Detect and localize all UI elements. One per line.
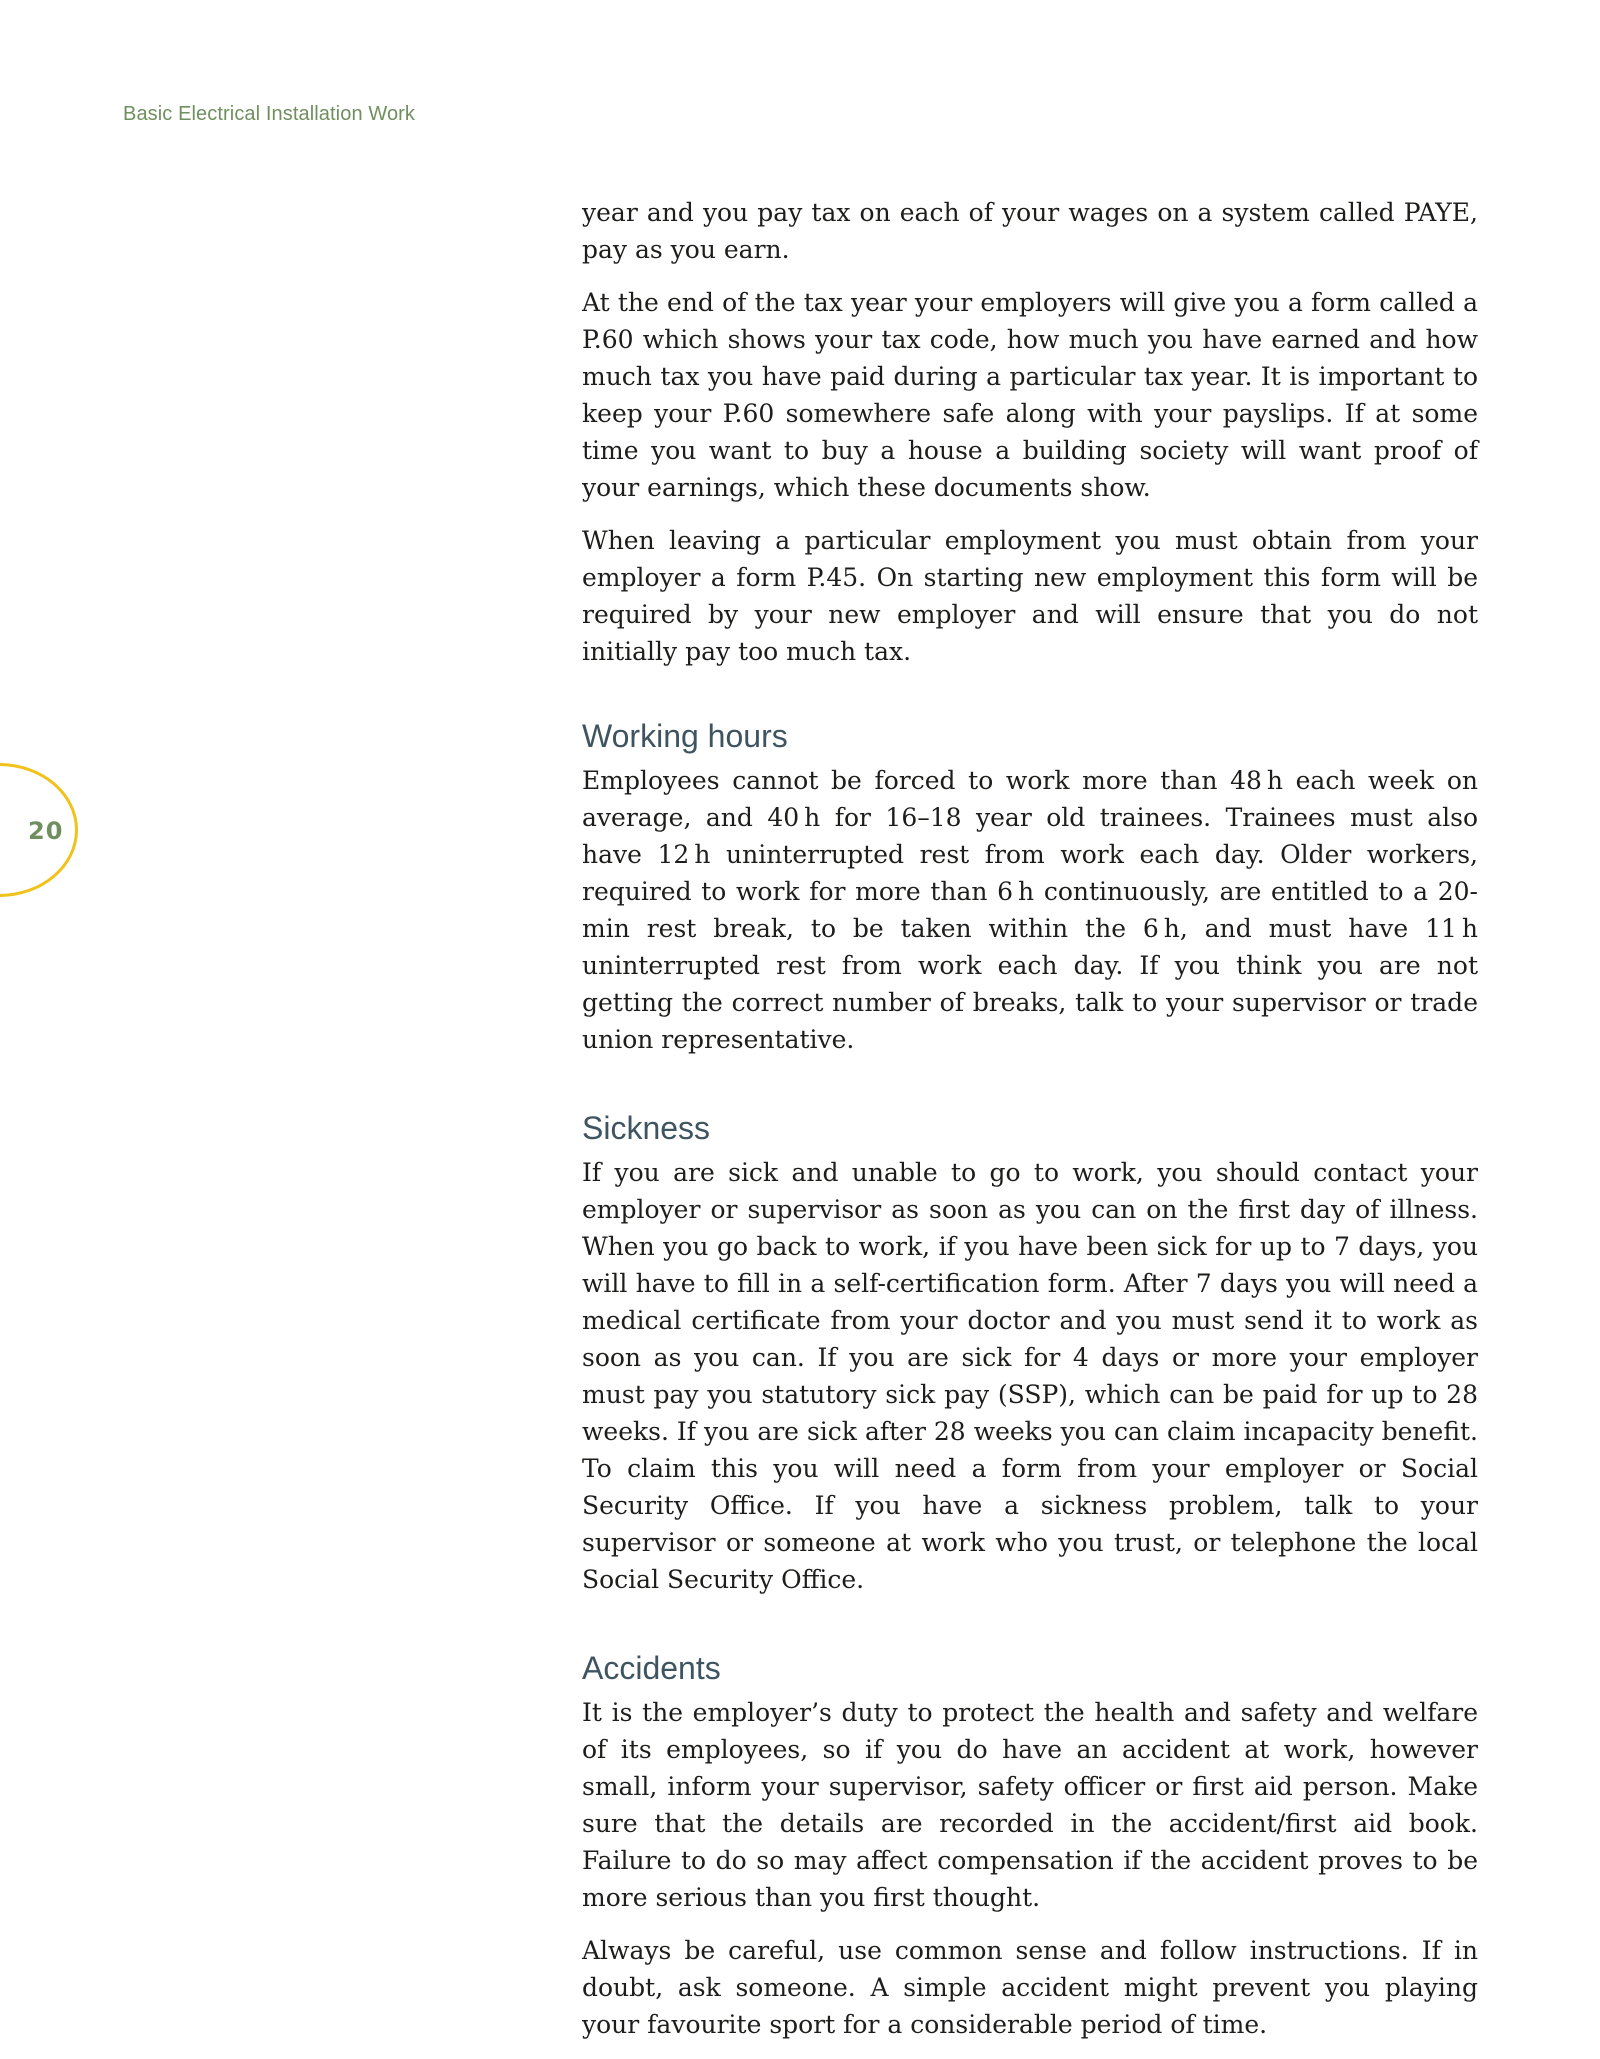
sickness-heading: Sickness <box>582 1110 711 1146</box>
intro-paragraph-3: When leaving a particular employment you must obtain from your employer a form P.45. On starting new employment this form will be required by your new employer and will ensure that you do not initially pay too much tax. <box>582 526 1478 666</box>
intro-paragraph-2: At the end of the tax year your employers will give you a form called a P.60 which shows your tax code, how much you have earned and how much tax you have paid during a particular tax year. It is important to keep your P.60 somewhere safe along with your payslips. If at some time you want to buy a house a building society will want proof of your earnings, which these documents show. <box>582 288 1478 502</box>
intro-paragraph-1: year and you pay tax on each of your wages on a system called PAYE, pay as you earn. <box>582 198 1478 264</box>
page-number: 20 <box>28 817 64 845</box>
main-content <box>582 194 1478 2059</box>
accidents-paragraph-1: It is the employer’s duty to protect the health and safety and welfare of its employees, so if you do have an accident at work, however small, inform your supervisor, safety officer or first aid person. Make sure that the details are recorded in the accident/first aid book. Failure to do so may affect compensation if the accident proves to be more serious than you first thought. <box>582 1698 1478 1912</box>
working-hours-paragraph: Employees cannot be forced to work more than 48 h each week on average, and 40 h for 16–18 year old trainees. Trainees must also have 12 h uninterrupted rest from work each day. Older workers, required to work for more than 6 h continuously, are entitled to a 20-min rest break, to be taken within the 6 h, and must have 11 h uninterrupted rest from work each day. If you think you are not getting the correct number of breaks, talk to your supervisor or trade union representative. <box>582 766 1478 1054</box>
accidents-paragraph-2: Always be careful, use common sense and follow instructions. If in doubt, ask someone. A simple accident might prevent you playing your favourite sport for a considerable period of time. <box>582 1936 1478 2039</box>
accidents-heading: Accidents <box>582 1650 721 1686</box>
working-hours-heading: Working hours <box>582 718 788 754</box>
sickness-paragraph: If you are sick and unable to go to work, you should contact your employer or supervisor as soon as you can on the first day of illness. When you go back to work, if you have been sick for up to 7 days, you will have to fill in a self-certification form. After 7 days you will need a medical certificate from your doctor and you must send it to work as soon as you can. If you are sick for 4 days or more your employer must pay you statutory sick pay (SSP), which can be paid for up to 28 weeks. If you are sick after 28 weeks you can claim incapacity benefit. To claim this you will need a form from your employer or Social Security Office. If you have a sickness problem, talk to your supervisor or someone at work who you trust, or telephone the local Social Security Office. <box>582 1158 1478 1594</box>
running-header: Basic Electrical Installation Work <box>123 103 416 125</box>
